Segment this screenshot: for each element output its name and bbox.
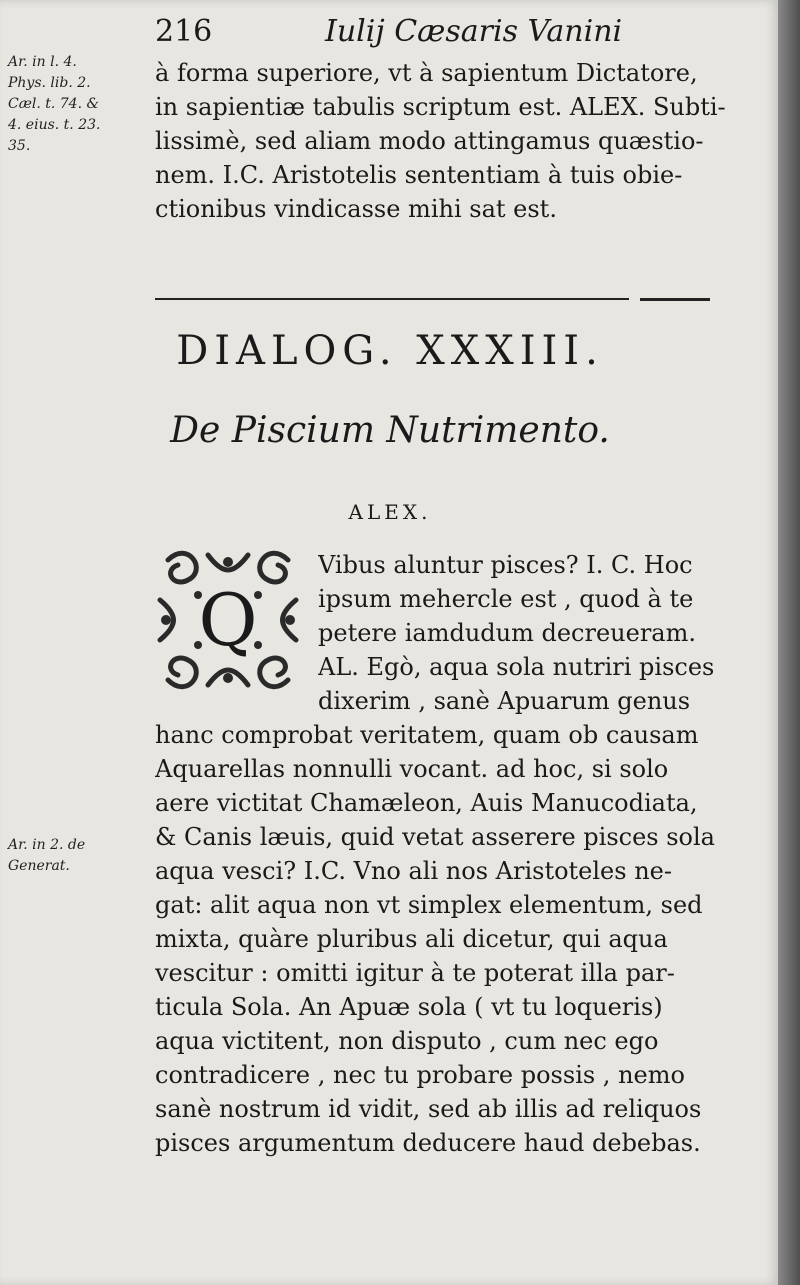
page-edge [778,0,800,1285]
section-rule-short [640,298,710,301]
running-header [155,14,725,54]
section-rule [155,298,629,300]
dialog-title: DIALOG. XXXIII. [176,328,604,374]
marginal-line: Phys. lib. 2. [8,75,91,91]
text-line: nem. I.C. Aristotelis sententiam à tuis obie- [155,161,683,189]
text-line: à forma superiore, vt à sapientum Dictatore, [155,59,698,87]
ornamental-drop-cap [148,540,308,700]
marginal-line: Ar. in l. 4. [8,54,77,70]
running-title: Iulij Cæsaris Vanini [325,14,623,49]
top-paragraph [155,56,735,226]
text-line: ipsum mehercle est , quod à te [318,585,694,613]
text-line: lissimè, sed aliam modo attingamus quæstio- [155,127,704,155]
text-line: AL. Egò, aqua sola nutriri pisces [318,653,715,681]
text-line: aere victitat Chamæleon, Auis Manucodiata, [155,789,698,817]
text-line: gat: alit aqua non vt simplex elementum, sed [155,891,703,919]
text-line: petere iamdudum decreueram. [318,619,696,647]
page-number: 216 [155,14,213,49]
speaker-heading: ALEX. [348,500,432,524]
text-line: pisces argumentum deducere haud debebas. [155,1129,701,1157]
text-line: Vibus aluntur pisces? I. C. Hoc [318,551,693,579]
marginal-line: Ar. in 2. de [8,837,86,853]
marginal-note-bottom [8,835,146,877]
text-line: dixerim , sanè Apuarum genus [318,687,691,715]
text-line: aqua vesci? I.C. Vno ali nos Aristoteles ne- [155,857,672,885]
marginal-line: 4. eius. t. 23. [8,117,101,133]
text-line: contradicere , nec tu probare possis , nemo [155,1061,685,1089]
drop-cap-letter: Q [198,578,258,662]
text-line: vescitur : omitti igitur à te poterat illa par- [155,959,675,987]
text-line: & Canis læuis, quid vetat asserere pisces sola [155,823,715,851]
text-line: in sapientiæ tabulis scriptum est. ALEX. Subti- [155,93,726,121]
dialog-subtitle: De Piscium Nutrimento. [170,410,610,451]
marginal-line: 35. [8,138,31,154]
text-line: sanè nostrum id vidit, sed ab illis ad reliquos [155,1095,702,1123]
body-indented-lines [318,548,738,718]
text-line: hanc comprobat veritatem, quam ob causam [155,721,699,749]
text-line: ticula Sola. An Apuæ sola ( vt tu loqueris) [155,993,663,1021]
marginal-note-top [8,52,146,157]
text-line: Aquarellas nonnulli vocant. ad hoc, si solo [155,755,669,783]
marginal-line: Generat. [8,858,70,874]
text-line: ctionibus vindicasse mihi sat est. [155,195,557,223]
marginal-line: Cæl. t. 74. & [8,96,99,112]
text-line: mixta, quàre pluribus ali dicetur, qui aqua [155,925,668,953]
body-full-lines [155,718,735,1160]
text-line: aqua victitent, non disputo , cum nec ego [155,1027,659,1055]
